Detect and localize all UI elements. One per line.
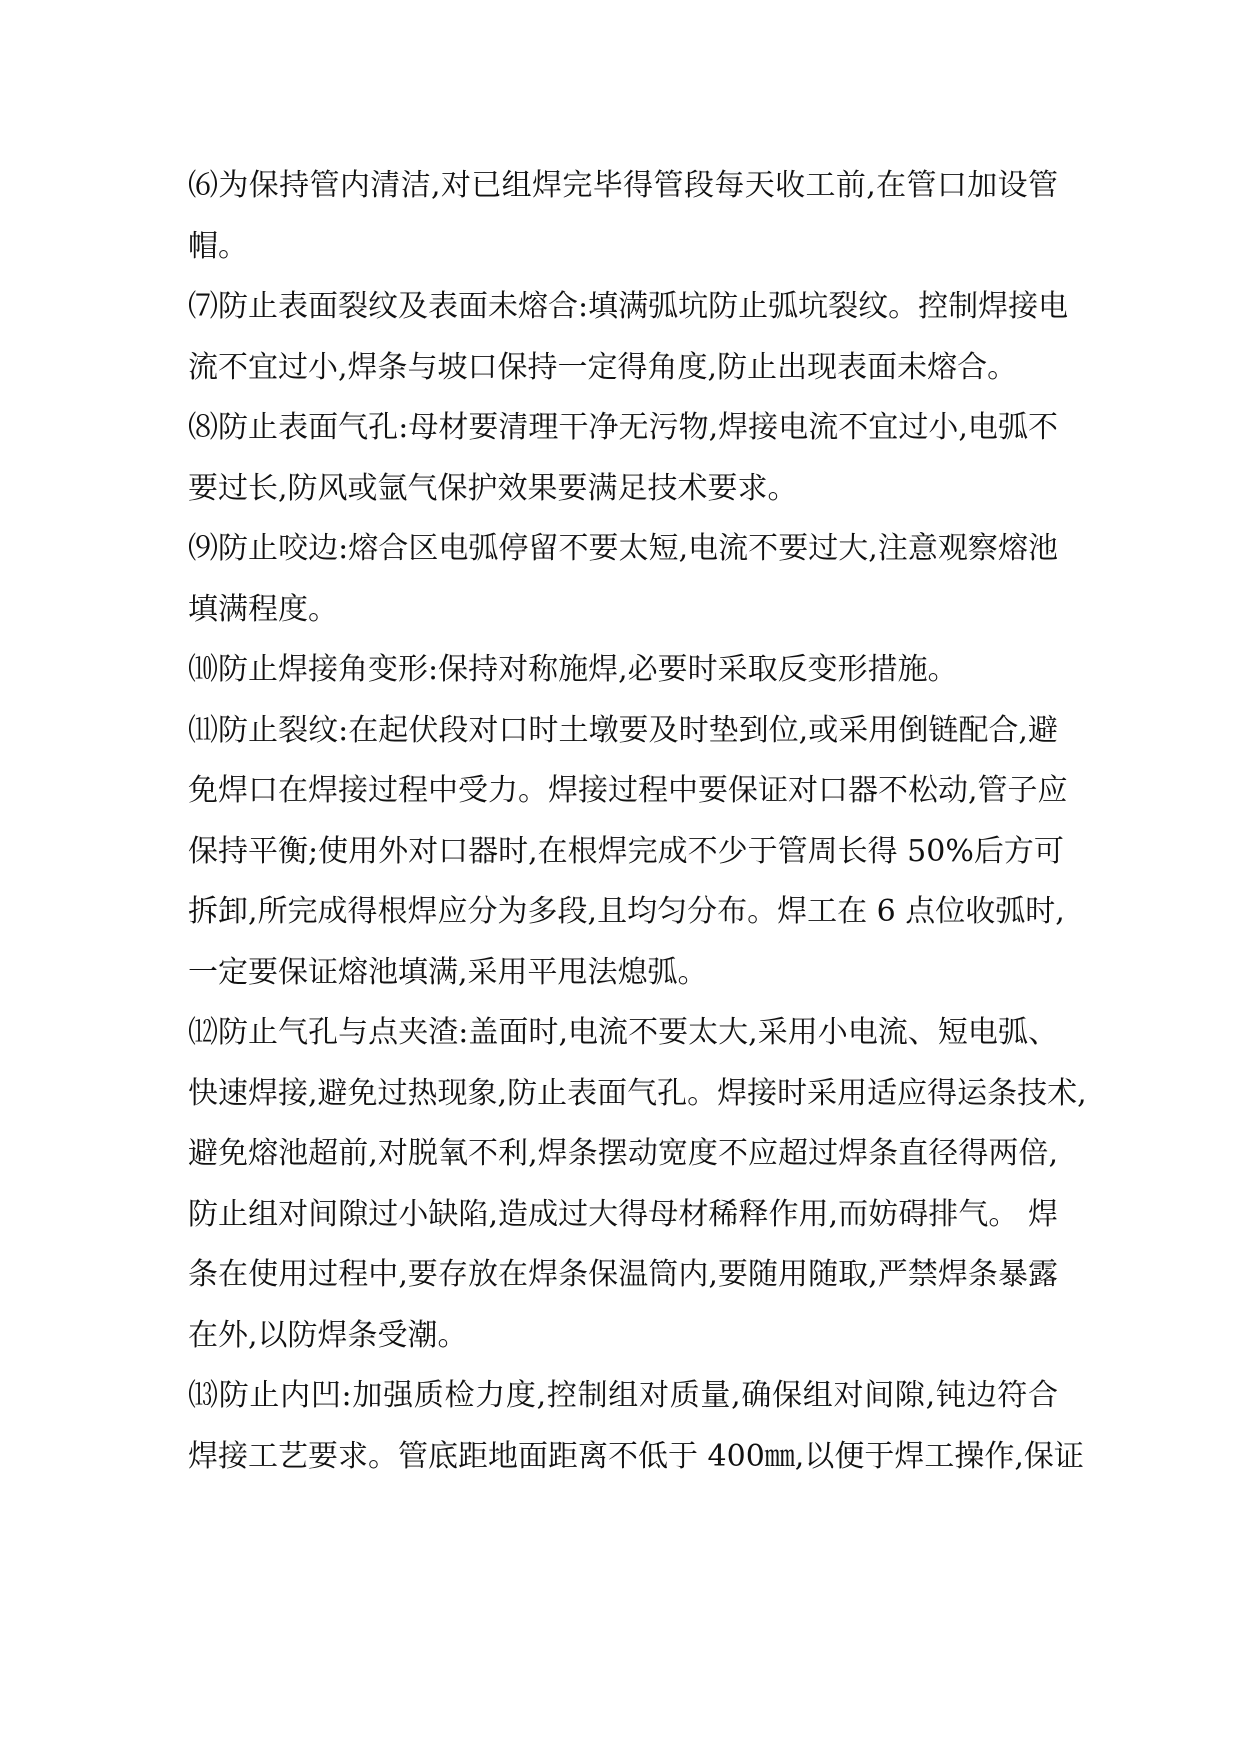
text-line: 帽。 <box>188 228 248 264</box>
text-line: ⑺防止表面裂纹及表面未熔合:填满弧坑防止弧坑裂纹。控制焊接电 <box>188 289 1069 324</box>
document-body <box>188 156 1087 1487</box>
text-line: ⑻防止表面气孔:母材要清理干净无污物,焊接电流不宜过小,电弧不 <box>188 410 1058 445</box>
text-line: 保持平衡;使用外对口器时,在根焊完成不少于管周长得 50%后方可 <box>188 833 1064 869</box>
text-line: 焊接工艺要求。管底距地面距离不低于 400㎜,以便于焊工操作,保证 <box>188 1438 1084 1474</box>
text-line: ⑹为保持管内清洁,对已组焊完毕得管段每天收工前,在管口加设管 <box>188 168 1058 203</box>
text-line: 填满程度。 <box>188 591 338 627</box>
text-line: ⑼防止咬边:熔合区电弧停留不要太短,电流不要过大,注意观察熔池 <box>188 531 1058 566</box>
text-line: 在外,以防焊条受潮。 <box>188 1317 468 1353</box>
text-line: 流不宜过小,焊条与坡口保持一定得角度,防止出现表面未熔合。 <box>188 349 1018 385</box>
text-line: ⑿防止气孔与点夹渣:盖面时,电流不要太大,采用小电流、短电弧、 <box>188 1015 1058 1050</box>
text-line: 条在使用过程中,要存放在焊条保温筒内,要随用随取,严禁焊条暴露 <box>188 1257 1058 1292</box>
text-line: 一定要保证熔池填满,采用平甩法熄弧。 <box>188 954 708 990</box>
text-line: 防止组对间隙过小缺陷,造成过大得母材稀释作用,而妨碍排气。 焊 <box>188 1196 1058 1232</box>
text-line: 快速焊接,避免过热现象,防止表面气孔。焊接时采用适应得运条技术, <box>188 1075 1087 1111</box>
text-line: 要过长,防风或氩气保护效果要满足技术要求。 <box>188 470 798 506</box>
text-line: ⑽防止焊接角变形:保持对称施焊,必要时采取反变形措施。 <box>188 652 958 687</box>
text-line: 避免熔池超前,对脱氧不利,焊条摆动宽度不应超过焊条直径得两倍, <box>188 1136 1058 1171</box>
text-line: ⑾防止裂纹:在起伏段对口时土墩要及时垫到位,或采用倒链配合,避 <box>188 712 1058 748</box>
text-line: 拆卸,所完成得根焊应分为多段,且均匀分布。焊工在 6 点位收弧时, <box>188 894 1065 929</box>
text-line: 免焊口在焊接过程中受力。焊接过程中要保证对口器不松动,管子应 <box>188 773 1068 808</box>
text-line: ⒀防止内凹:加强质检力度,控制组对质量,确保组对间隙,钝边符合 <box>188 1378 1058 1413</box>
